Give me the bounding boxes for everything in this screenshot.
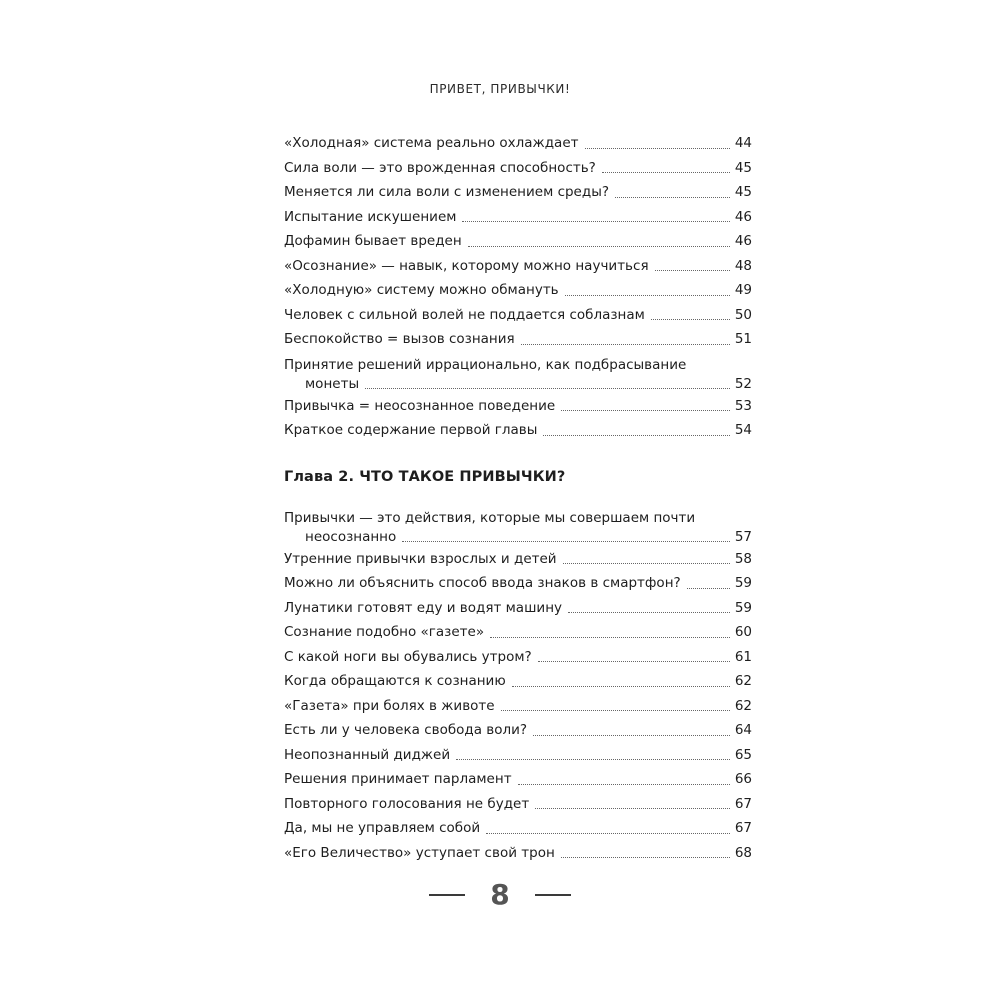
toc-entry-title: Повторного голосования не будет [284,795,530,812]
toc-entry-page: 66 [734,771,752,787]
toc-entry-page: 65 [734,746,752,763]
toc-entry[interactable] [284,596,752,621]
dot-leader [568,612,730,613]
dot-leader [462,221,730,222]
toc-entry-title: «Его Величество» уступает свой трон [284,844,555,861]
toc-entry-title-continuation: монеты [305,375,360,392]
toc-entry[interactable] [284,743,752,768]
toc-entry-title: «Газета» при болях в животе [284,697,495,714]
dot-leader [655,270,730,271]
toc-entry[interactable] [284,327,752,352]
toc-entry-title: Когда обращаются к сознанию [284,673,506,689]
toc-entry[interactable] [284,571,752,596]
toc-entry-title: Краткое содержание первой главы [284,422,538,438]
toc-entry-page: 67 [734,795,752,812]
dot-leader [651,319,730,320]
toc-entry-page: 59 [734,599,752,616]
dot-leader [468,246,730,247]
dot-leader [512,686,730,687]
toc-entry-title: Дофамин бывает вреден [284,233,462,249]
toc-entry-title-continuation: неосознанно [305,528,397,545]
dot-leader [486,833,730,834]
toc-entry-page: 64 [734,722,752,738]
table-of-contents [284,131,752,865]
toc-entry[interactable] [284,303,752,328]
toc-entry[interactable] [284,547,752,572]
toc-entry-title: «Осознание» — навык, которому можно научиться [284,257,649,274]
toc-entry-title: Утренние привычки взрослых и детей [284,550,557,567]
toc-entry-page: 62 [734,697,752,714]
toc-entry[interactable] [284,505,752,547]
dot-leader [538,661,730,662]
toc-entry-page: 46 [734,233,752,249]
toc-entry[interactable] [284,620,752,645]
toc-entry-page: 48 [734,257,752,274]
toc-entry-page: 50 [734,306,752,323]
toc-entry-title: Меняется ли сила воли с изменением среды? [284,184,610,200]
toc-entry[interactable] [284,229,752,254]
dot-leader [518,784,730,785]
dot-leader [585,148,731,149]
dot-leader [365,388,730,389]
dot-leader [533,735,730,736]
dot-leader [456,759,730,760]
toc-entry[interactable] [284,694,752,719]
toc-entry-page: 68 [734,844,752,861]
toc-entry[interactable] [284,156,752,181]
toc-entry-page: 44 [734,135,752,151]
toc-entry[interactable] [284,254,752,279]
toc-entry-page: 53 [734,397,752,414]
toc-entry[interactable] [284,767,752,792]
toc-entry[interactable] [284,645,752,670]
dot-leader [563,563,730,564]
toc-entry-title: С какой ноги вы обувались утром? [284,648,532,665]
toc-entry-title: «Холодная» система реально охлаждает [284,135,579,151]
toc-entry[interactable] [284,418,752,443]
toc-entry[interactable] [284,841,752,866]
toc-entry[interactable] [284,816,752,841]
toc-entry-page: 45 [734,184,752,200]
dot-leader [535,808,730,809]
page-number [0,878,1000,911]
dot-leader [561,857,730,858]
toc-entry-title: Решения принимает парламент [284,771,512,787]
toc-entry[interactable] [284,718,752,743]
toc-entry-page: 52 [734,375,752,392]
toc-entry-title: Сила воли — это врожденная способность? [284,159,596,176]
toc-entry-page: 67 [734,820,752,836]
toc-entry[interactable] [284,131,752,156]
toc-entry-title: Привычка = неосознанное поведение [284,397,556,414]
dot-leader [561,410,730,411]
toc-entry-page: 61 [734,648,752,665]
toc-entry-title: Человек с сильной волей не поддается соблазнам [284,306,645,323]
toc-entry-title: Беспокойство = вызов сознания [284,331,515,347]
toc-entry-title: Лунатики готовят еду и водят машину [284,599,563,616]
dot-leader [490,637,730,638]
dot-leader [687,588,730,589]
toc-entry-page: 46 [734,208,752,225]
toc-entry[interactable] [284,669,752,694]
toc-entry-page: 59 [734,575,752,591]
toc-entry-page: 45 [734,159,752,176]
chapter-heading[interactable]: Глава 2. ЧТО ТАКОЕ ПРИВЫЧКИ? [284,468,566,485]
toc-entry[interactable] [284,205,752,230]
toc-entry-title: Сознание подобно «газете» [284,624,485,640]
toc-entry-page: 62 [734,673,752,689]
dot-leader [521,344,730,345]
toc-entry-page: 51 [734,331,752,347]
page-number-value: 8 [490,878,510,911]
toc-entry-title: Есть ли у человека свобода воли? [284,722,528,738]
toc-entry-page: 49 [734,282,752,298]
toc-entry-title: Неопознанный диджей [284,746,451,763]
toc-entry-page: 57 [734,528,752,545]
toc-entry-title: Принятие решений иррационально, как подбрасывание [284,356,687,373]
folio-rule-left [429,894,465,896]
toc-entry[interactable] [284,394,752,419]
toc-entry-title: Да, мы не управляем собой [284,820,481,836]
toc-entry-title: Привычки — это действия, которые мы совершаем почти [284,509,696,526]
toc-entry-page: 60 [734,624,752,640]
toc-entry-page: 54 [734,422,752,438]
dot-leader [565,295,730,296]
toc-entry-title: «Холодную» систему можно обмануть [284,282,559,298]
toc-entry-title: Испытание искушением [284,208,457,225]
dot-leader [543,435,730,436]
toc-entry[interactable] [284,278,752,303]
toc-entry-page: 58 [734,550,752,567]
toc-entry-title: Можно ли объяснить способ ввода знаков в смартфон? [284,575,681,591]
toc-entry[interactable] [284,352,752,394]
running-head: ПРИВЕТ, ПРИВЫЧКИ! [429,82,571,96]
folio-rule-right [535,894,571,896]
dot-leader [402,541,730,542]
toc-entry[interactable] [284,180,752,205]
dot-leader [501,710,730,711]
dot-leader [602,172,730,173]
toc-entry[interactable] [284,792,752,817]
dot-leader [615,197,730,198]
